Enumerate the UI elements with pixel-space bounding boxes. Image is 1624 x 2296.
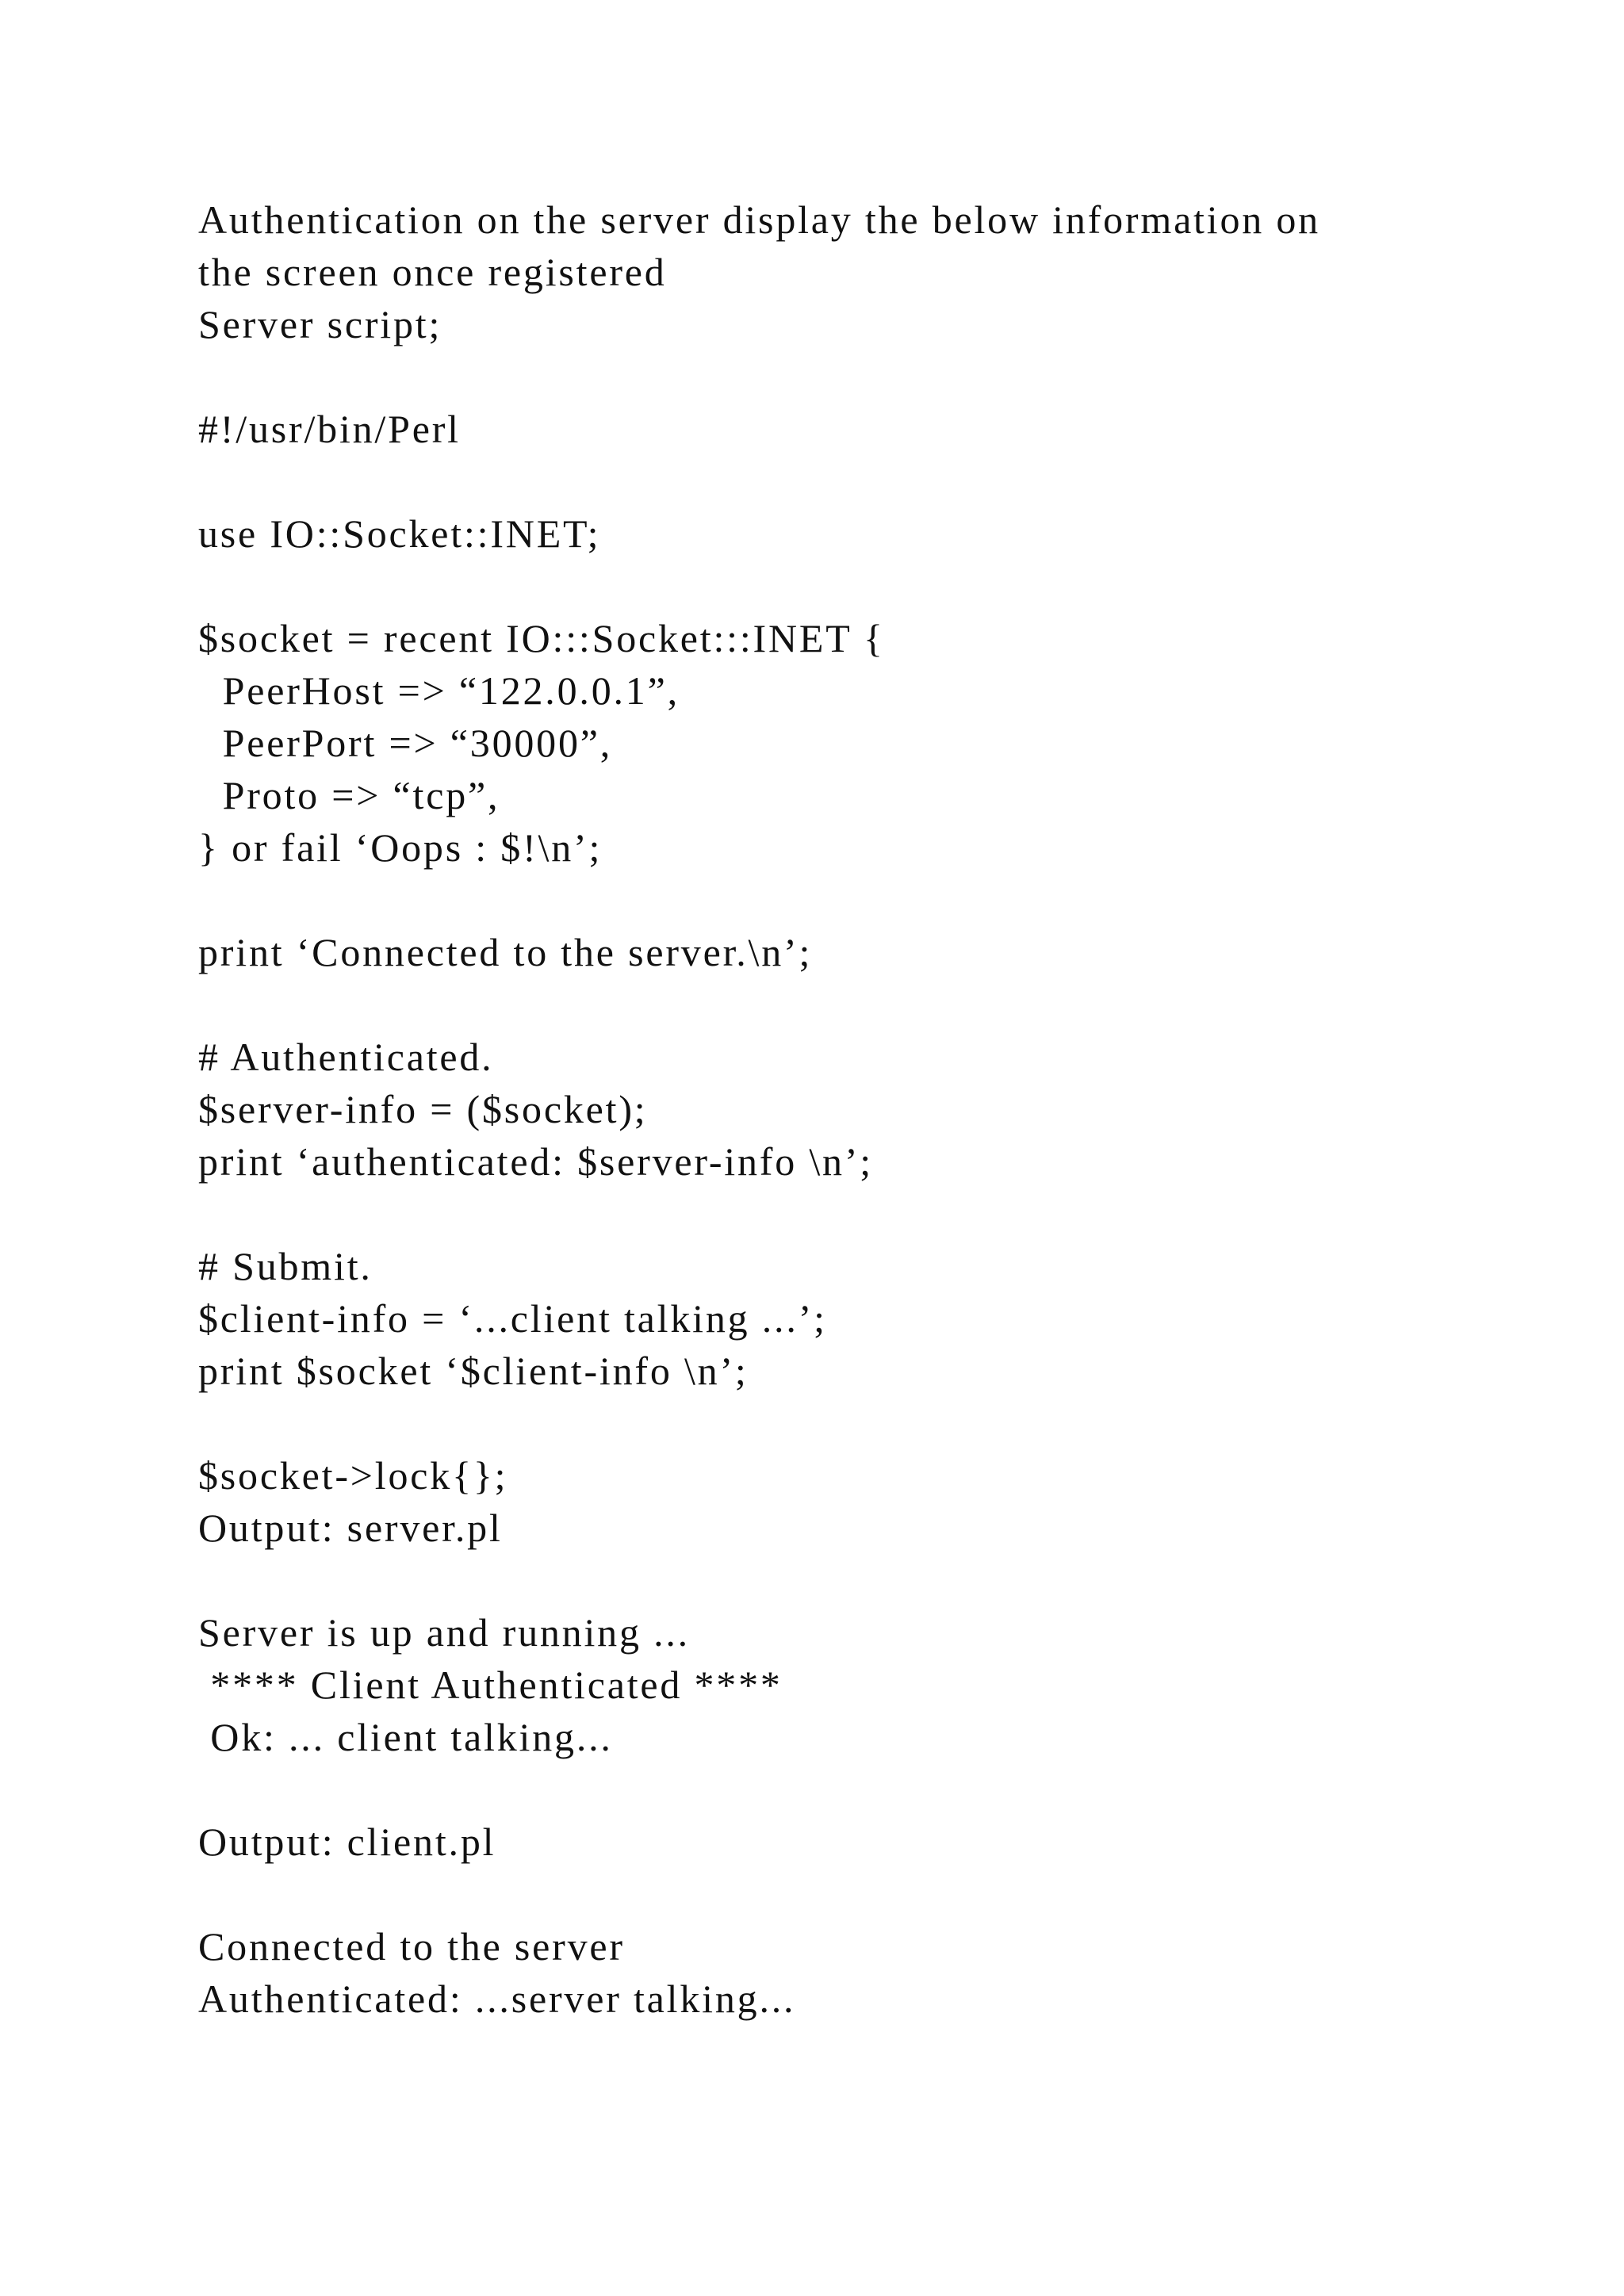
- blank-line: [198, 1763, 1546, 1816]
- print-client-info-line: print $socket ‘$client-info \n’;: [198, 1349, 749, 1393]
- output-client-heading: Output: client.pl: [198, 1820, 496, 1864]
- blank-line: [198, 978, 1546, 1031]
- socket-lock-line: $socket->lock{};: [198, 1453, 508, 1498]
- peer-port-line: PeerPort => “30000”,: [198, 721, 613, 765]
- proto-line: Proto => “tcp”,: [198, 773, 500, 817]
- blank-line: [198, 1868, 1546, 1920]
- submit-comment: # Submit.: [198, 1244, 373, 1288]
- output-server-heading: Output: server.pl: [198, 1506, 503, 1550]
- server-script-heading: Server script;: [198, 302, 442, 346]
- shebang-line: #!/usr/bin/Perl: [198, 407, 461, 451]
- blank-line: [198, 1397, 1546, 1449]
- print-authenticated-line: print ‘authenticated: $server-info \n’;: [198, 1139, 873, 1184]
- server-output-line-1: Server is up and running ...: [198, 1610, 690, 1655]
- authenticated-comment: # Authenticated.: [198, 1035, 494, 1079]
- use-statement: use IO::Socket::INET;: [198, 511, 601, 556]
- intro-line-1: Authentication on the server display the below information on: [198, 197, 1320, 242]
- blank-line: [198, 350, 1546, 403]
- document-body: [198, 193, 1546, 2025]
- client-info-assignment: $client-info = ‘...client talking ...’;: [198, 1296, 827, 1341]
- blank-line: [198, 455, 1546, 507]
- print-connected-line: print ‘Connected to the server.\n’;: [198, 930, 813, 974]
- blank-line: [198, 1188, 1546, 1240]
- socket-assignment: $socket = recent IO:::Socket:::INET {: [198, 616, 885, 660]
- server-output-line-3: Ok: ... client talking...: [198, 1715, 613, 1759]
- blank-line: [198, 560, 1546, 612]
- fail-line: } or fail ‘Oops : $!\n’;: [198, 825, 603, 870]
- peer-host-line: PeerHost => “122.0.0.1”,: [198, 668, 680, 713]
- client-output-line-2: Authenticated: ...server talking...: [198, 1976, 796, 2021]
- server-output-line-2: **** Client Authenticated ****: [198, 1663, 783, 1707]
- client-output-line-1: Connected to the server: [198, 1924, 625, 1969]
- blank-line: [198, 874, 1546, 926]
- server-info-assignment: $server-info = ($socket);: [198, 1087, 648, 1131]
- intro-line-2: the screen once registered: [198, 250, 667, 294]
- blank-line: [198, 1554, 1546, 1606]
